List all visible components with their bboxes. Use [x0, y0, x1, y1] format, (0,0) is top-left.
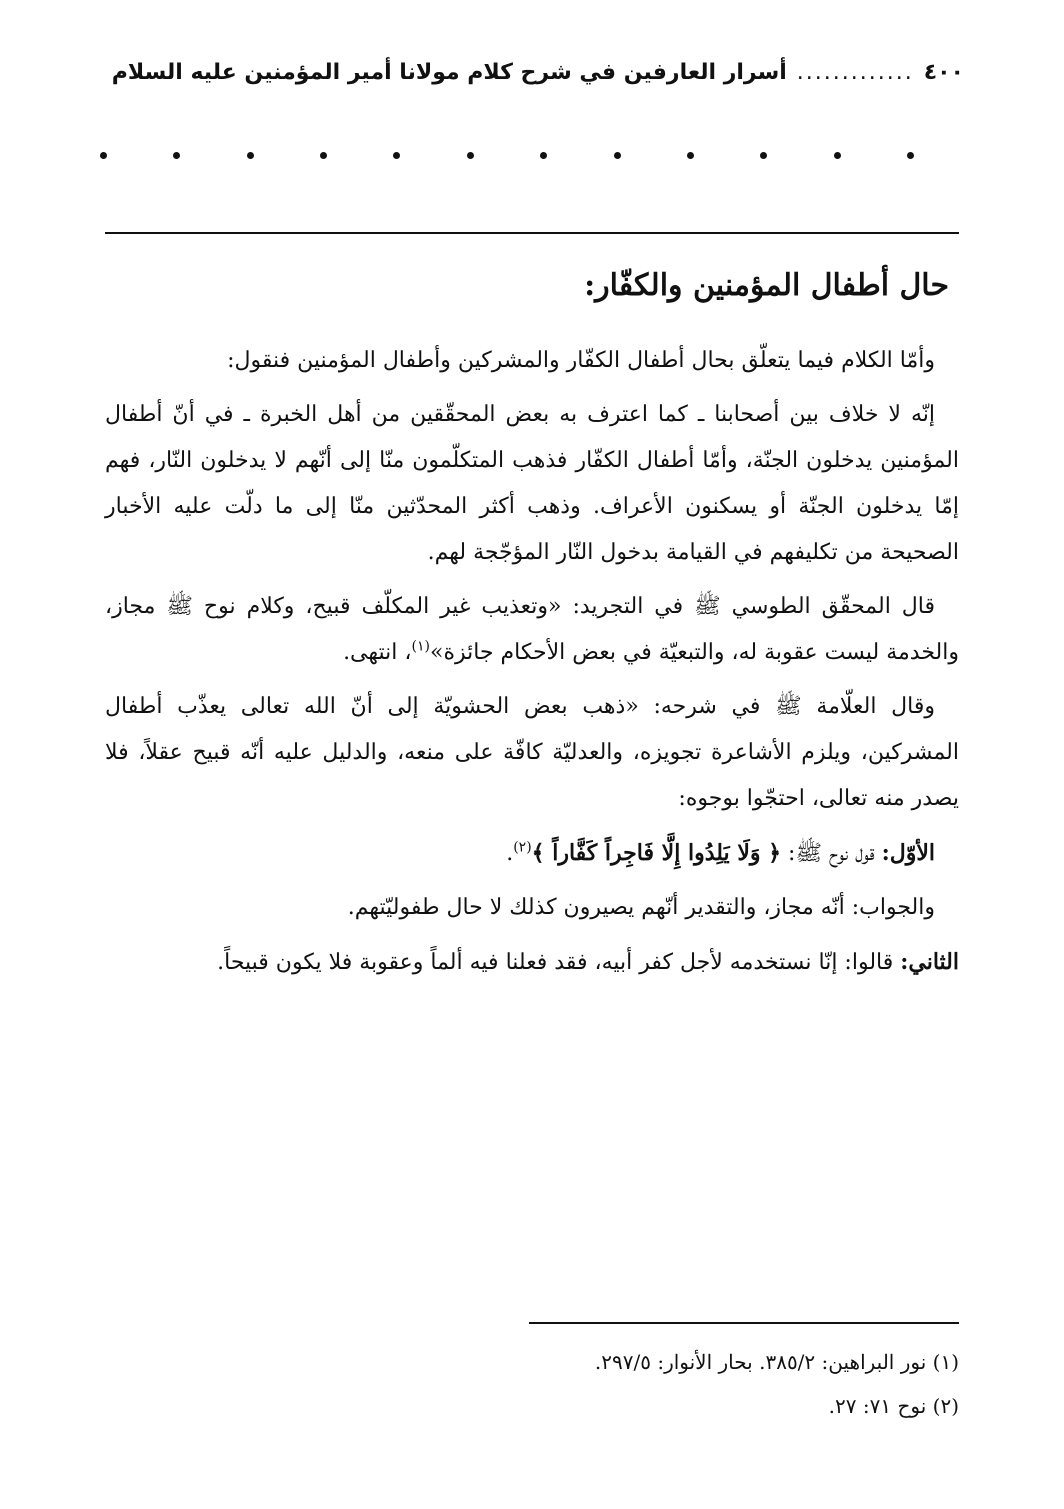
first-argument-label: الأوّل: [881, 840, 935, 866]
tusi-quote-text: قال المحقّق الطوسي ﷺ في التجريد: «وتعذيب غير المكلّف قبيح، وكلام نوح ﷺ مجاز، والخدمة ليست عقوبة له، والتبعيّة في بعض الأحكام جائزة» [105, 594, 959, 665]
paragraph-tusi-quote [105, 584, 959, 676]
second-argument-text: قالوا: إنّا نستخدمه لأجل كفر أبيه، فقد فعلنا فيه ألماً وعقوبة فلا يكون قبيحاً. [217, 950, 894, 975]
footnote-divider [529, 1322, 959, 1324]
ornament-dot [247, 152, 254, 159]
footnote-1: (١) نور البراهين: ٣٨٥/٢. بحار الأنوار: ٢٩٧/٥. [594, 1350, 959, 1374]
first-argument-end: . [506, 841, 514, 866]
ornament-dot [540, 152, 547, 159]
paragraph-second-argument [105, 939, 959, 986]
ornament-dot [687, 152, 694, 159]
book-title: أسرار العارفين في شرح كلام مولانا أمير المؤمنين عليه السلام [111, 59, 787, 85]
paragraph-allama-commentary: وقال العلّامة ﷺ في شرحه: «ذهب بعض الحشويّة إلى أنّ الله تعالى يعذّب أطفال المشركين، ويلزم الأشاعرة تجويزه، والعدليّة كافّة على منعه، والدليل عليه أنّه قبيح عقلاً، فلا يصدر منه تعالى، احتجّوا بوجوه: [105, 694, 959, 811]
header-divider [105, 232, 959, 234]
second-argument-label: الثاني: [900, 949, 959, 975]
page-number: ٤٠٠ [923, 59, 964, 85]
first-argument-text: قول نوح ﷺ: [788, 841, 875, 866]
ornament-dot [614, 152, 621, 159]
footnote-ref-2[interactable]: (٢) [513, 839, 532, 856]
ornament-dot [907, 152, 914, 159]
paragraph-first-argument [105, 830, 959, 877]
ornament-dot-row [100, 140, 914, 170]
footnote-ref-1[interactable]: (١) [411, 638, 430, 655]
quran-quote: ﴿ وَلَا يَلِدُوا إِلَّا فَاجِراً كَفَّاراً ﴾ [531, 840, 782, 866]
ornament-dot [100, 152, 107, 159]
ornament-dot [320, 152, 327, 159]
section-title: حال أطفال المؤمنين والكفّار: [584, 268, 949, 303]
ornament-dot [393, 152, 400, 159]
ornament-dot [760, 152, 767, 159]
paragraph-answer: والجواب: أنّه مجاز، والتقدير أنّهم يصيرون كذلك لا حال طفوليّتهم. [347, 895, 935, 920]
body-text [105, 338, 959, 994]
header-leader-dots: ............. [796, 59, 914, 85]
ornament-dot [467, 152, 474, 159]
running-header [100, 52, 964, 92]
tusi-quote-tail: ، انتهى. [343, 640, 412, 665]
footnotes [105, 1340, 959, 1428]
ornament-dot [834, 152, 841, 159]
ornament-dot [173, 152, 180, 159]
paragraph-intro: وأمّا الكلام فيما يتعلّق بحال أطفال الكفّار والمشركين وأطفال المؤمنين فنقول: [227, 348, 935, 373]
paragraph-consensus: إنّه لا خلاف بين أصحابنا ـ كما اعترف به بعض المحقّقين من أهل الخبرة ـ في أنّ أطفال المؤمنين يدخلون الجنّة، وأمّا أطفال الكفّار فذهب المتكلّمون منّا إلى أنّهم لا يدخلون النّار، فهم إمّا يدخلون الجنّة أو يسكنون الأعراف. وذهب أكثر المحدّثين منّا إلى ما دلّت عليه الأخبار الصحيحة من تكليفهم في القيامة بدخول النّار المؤجّجة لهم. [105, 402, 959, 565]
footnote-2: (٢) نوح ٧١: ٢٧. [828, 1394, 959, 1418]
